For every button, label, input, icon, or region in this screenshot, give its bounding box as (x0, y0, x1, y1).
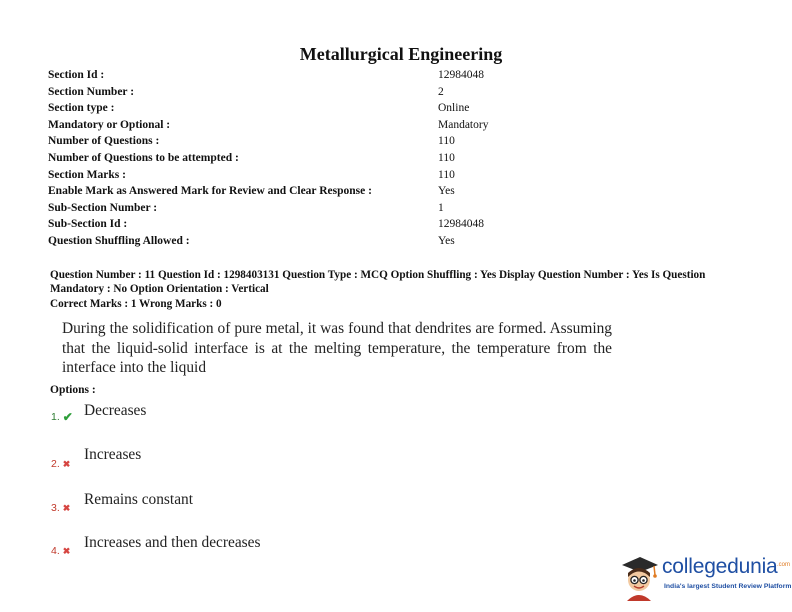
option-4-text[interactable]: Increases and then decreases (84, 534, 261, 551)
meta-row (48, 183, 568, 200)
meta-label: Number of Questions : (48, 135, 160, 148)
option-number: 2. (51, 458, 60, 470)
option-4-marker (51, 545, 70, 557)
logo-name: collegedunia (662, 555, 778, 578)
meta-value: 12984048 (438, 218, 484, 231)
meta-value: 1 (438, 201, 444, 214)
option-2-text[interactable]: Increases (84, 446, 142, 463)
meta-label: Section type : (48, 102, 115, 115)
option-number: 1. (51, 411, 60, 423)
meta-row (48, 167, 568, 184)
option-3-marker (51, 502, 70, 514)
meta-row (48, 117, 568, 134)
meta-value: Online (438, 102, 470, 115)
question-text: During the solidification of pure metal, it was found that dendrites are formed. Assuming that the liquid-solid interface is at the melting temperature, the temperature from the interface into the liquid (62, 320, 612, 376)
meta-row (48, 216, 568, 233)
collegedunia-logo (618, 553, 792, 601)
meta-label: Number of Questions to be attempted : (48, 151, 239, 164)
meta-value: 110 (438, 135, 455, 148)
meta-label: Section Id : (48, 69, 105, 81)
meta-label: Sub-Section Number : (48, 201, 158, 214)
meta-row (48, 84, 568, 101)
meta-value: 2 (438, 85, 444, 98)
question-header-block (50, 269, 740, 312)
graduate-mascot-icon (618, 553, 660, 601)
options-label: Options : (50, 384, 96, 396)
option-1-marker (51, 410, 73, 424)
page-title: Metallurgical Engineering (299, 44, 503, 64)
check-icon: ✔ (62, 410, 73, 424)
meta-value: Mandatory (438, 118, 489, 131)
cross-icon: ✖ (62, 545, 71, 556)
meta-label: Enable Mark as Answered Mark for Review and Clear Response : (48, 185, 372, 198)
meta-row (48, 67, 568, 84)
cross-icon: ✖ (62, 502, 71, 513)
option-number: 3. (51, 502, 60, 514)
question-header: Question Number : 11 Question Id : 1298403131 Question Type : MCQ Option Shuffling : Yes Display Question Number : Yes Is Question Mandatory : No Option Orientation : Vertical (50, 269, 706, 295)
meta-row (48, 133, 568, 150)
section-meta (48, 67, 568, 250)
meta-value: Yes (438, 185, 455, 198)
meta-label: Section Marks : (48, 168, 126, 181)
logo-tagline: India's largest Student Review Platform (664, 583, 792, 590)
meta-label: Section Number : (48, 85, 135, 98)
meta-row (48, 100, 568, 117)
option-1-text[interactable]: Decreases (84, 402, 147, 419)
meta-value: 110 (438, 151, 455, 164)
meta-row (48, 233, 568, 250)
meta-label: Sub-Section Id : (48, 218, 128, 231)
option-2-marker (51, 458, 70, 470)
meta-value: Yes (438, 234, 455, 247)
logo-suffix: .com (777, 562, 791, 568)
question-marks: Correct Marks : 1 Wrong Marks : 0 (50, 298, 222, 311)
meta-value: 110 (438, 168, 455, 181)
option-number: 4. (51, 545, 60, 557)
cross-icon: ✖ (62, 458, 71, 469)
meta-row (48, 150, 568, 167)
option-3-text[interactable]: Remains constant (84, 491, 193, 508)
meta-label: Mandatory or Optional : (48, 118, 171, 131)
meta-row (48, 200, 568, 217)
meta-value: 12984048 (438, 69, 484, 81)
meta-label: Question Shuffling Allowed : (48, 234, 190, 247)
